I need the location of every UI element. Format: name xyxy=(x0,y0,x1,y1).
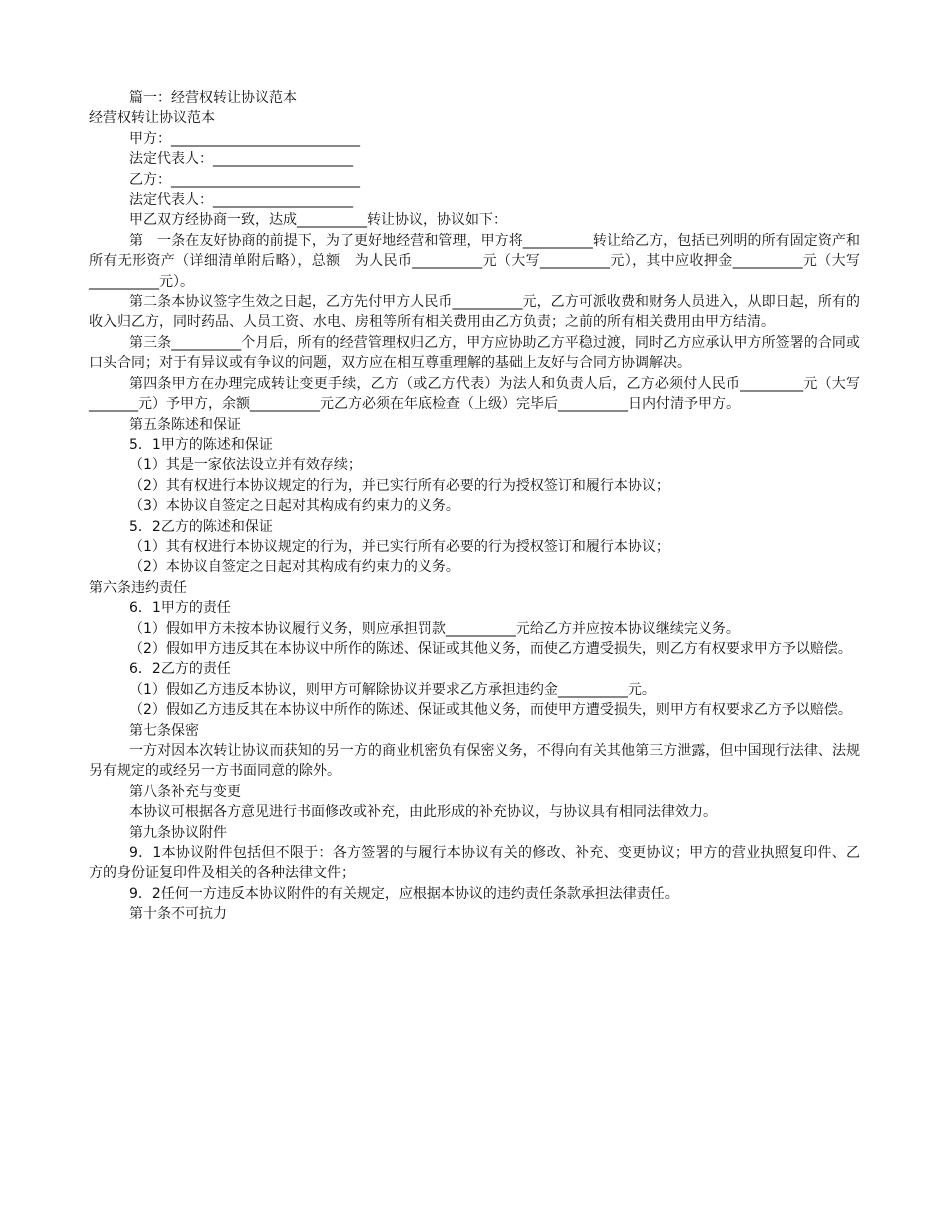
paragraph-p33: 9．2任何一方违反本协议附件的有关规定，应根据本协议的违约责任条款承担法律责任。 xyxy=(129,885,679,902)
paragraph-p07: 甲乙双方经协商一致，达成__________转让协议，协议如下： xyxy=(129,212,507,229)
paragraph-p32: 9．1本协议附件包括但不限于：各方签署的与履行本协议有关的修改、补充、变更协议；甲方的营业执照复印件、乙方的身份证复印件及相关的各种法律文件； xyxy=(89,845,860,882)
paragraph-p13: 5．1甲方的陈述和保证 xyxy=(129,436,273,453)
paragraph-p05: 乙方：___________________________ xyxy=(129,171,360,188)
paragraph-p18: （1）其有权进行本协议规定的行为，并已实行所有必要的行为授权签订和履行本协议； xyxy=(129,538,670,555)
paragraph-p03: 甲方：___________________________ xyxy=(129,130,360,147)
paragraph-p19: （2）本协议自签定之日起对其构成有约束力的义务。 xyxy=(129,559,460,576)
paragraph-p31: 第九条协议附件 xyxy=(129,824,227,841)
paragraph-p23: （2）假如甲方违反其在本协议中所作的陈述、保证或其他义务，而使乙方遭受损失，则乙方有权要求甲方予以赔偿。 xyxy=(129,640,852,657)
paragraph-p27: 第七条保密 xyxy=(129,722,199,739)
paragraph-p17: 5．2乙方的陈述和保证 xyxy=(129,518,273,535)
paragraph-p29: 第八条补充与变更 xyxy=(129,783,241,800)
paragraph-p09: 第二条本协议签字生效之日起，乙方先付甲方人民币__________元，乙方可派收费和财务人员进入，从即日起，所有的收入归乙方，同时药品、人员工资、水电、房租等所有相关费用由乙方负责；之前的所有相关费用由甲方结清。 xyxy=(89,294,860,331)
paragraph-p34: 第十条不可抗力 xyxy=(129,906,227,923)
paragraph-p06: 法定代表人：____________________ xyxy=(129,192,353,209)
paragraph-p20: 第六条违约责任 xyxy=(89,579,187,596)
paragraph-p24: 6．2乙方的责任 xyxy=(129,661,231,678)
paragraph-p16: （3）本协议自签定之日起对其构成有约束力的义务。 xyxy=(129,498,460,515)
paragraph-p15: （2）其有权进行本协议规定的行为，并已实行所有必要的行为授权签订和履行本协议； xyxy=(129,477,670,494)
paragraph-p10: 第三条__________个月后，所有的经营管理权归乙方，甲方应协助乙方平稳过渡，同时乙方应承认甲方所签署的合同或口头合同；对于有异议或有争议的问题，双方应在相互尊重理解的基础上友好与合同方协调解决。 xyxy=(89,334,860,372)
paragraph-p11: 第四条甲方在办理完成转让变更手续，乙方（或乙方代表）为法人和负责人后，乙方必须付人民币_________元（大写_______元）予甲方，余额__________元乙方必须在年底检查（上级）完毕后__________日内付清予甲方。 xyxy=(89,375,860,413)
paragraph-p30: 本协议可根据各方意见进行书面修改或补充，由此形成的补充协议，与协议具有相同法律效力。 xyxy=(129,804,717,821)
paragraph-p04: 法定代表人：____________________ xyxy=(129,151,353,168)
paragraph-p26: （2）假如乙方违反其在本协议中所作的陈述、保证或其他义务，而使甲方遭受损失，则甲方有权要求乙方予以赔偿。 xyxy=(129,702,852,719)
paragraph-p14: （1）其是一家依法设立并有效存续； xyxy=(129,457,362,474)
paragraph-p08: 第 一条在友好协商的前提下，为了更好地经营和管理，甲方将__________转让给乙方，包括已列明的所有固定资产和所有无形资产（详细清单附后略），总额 为人民币__________元（大写__________元），其中应收押金__________元（大写__________元）。 xyxy=(89,232,860,290)
paragraph-p22: （1）假如甲方未按本协议履行义务，则应承担罚款__________元给乙方并应按本协议继续完义务。 xyxy=(129,620,740,637)
paragraph-p21: 6．1甲方的责任 xyxy=(129,600,231,617)
paragraph-p01: 篇一：经营权转让协议范本 xyxy=(129,90,297,106)
paragraph-p28: 一方对因本次转让协议而获知的另一方的商业机密负有保密义务，不得向有关其他第三方泄露，但中国现行法律、法规另有规定的或经另一方书面同意的除外。 xyxy=(89,743,860,780)
paragraph-p02: 经营权转让协议范本 xyxy=(89,110,215,127)
paragraph-p25: （1）假如乙方违反本协议，则甲方可解除协议并要求乙方承担违约金__________元。 xyxy=(129,681,656,698)
paragraph-p12: 第五条陈述和保证 xyxy=(129,416,241,433)
